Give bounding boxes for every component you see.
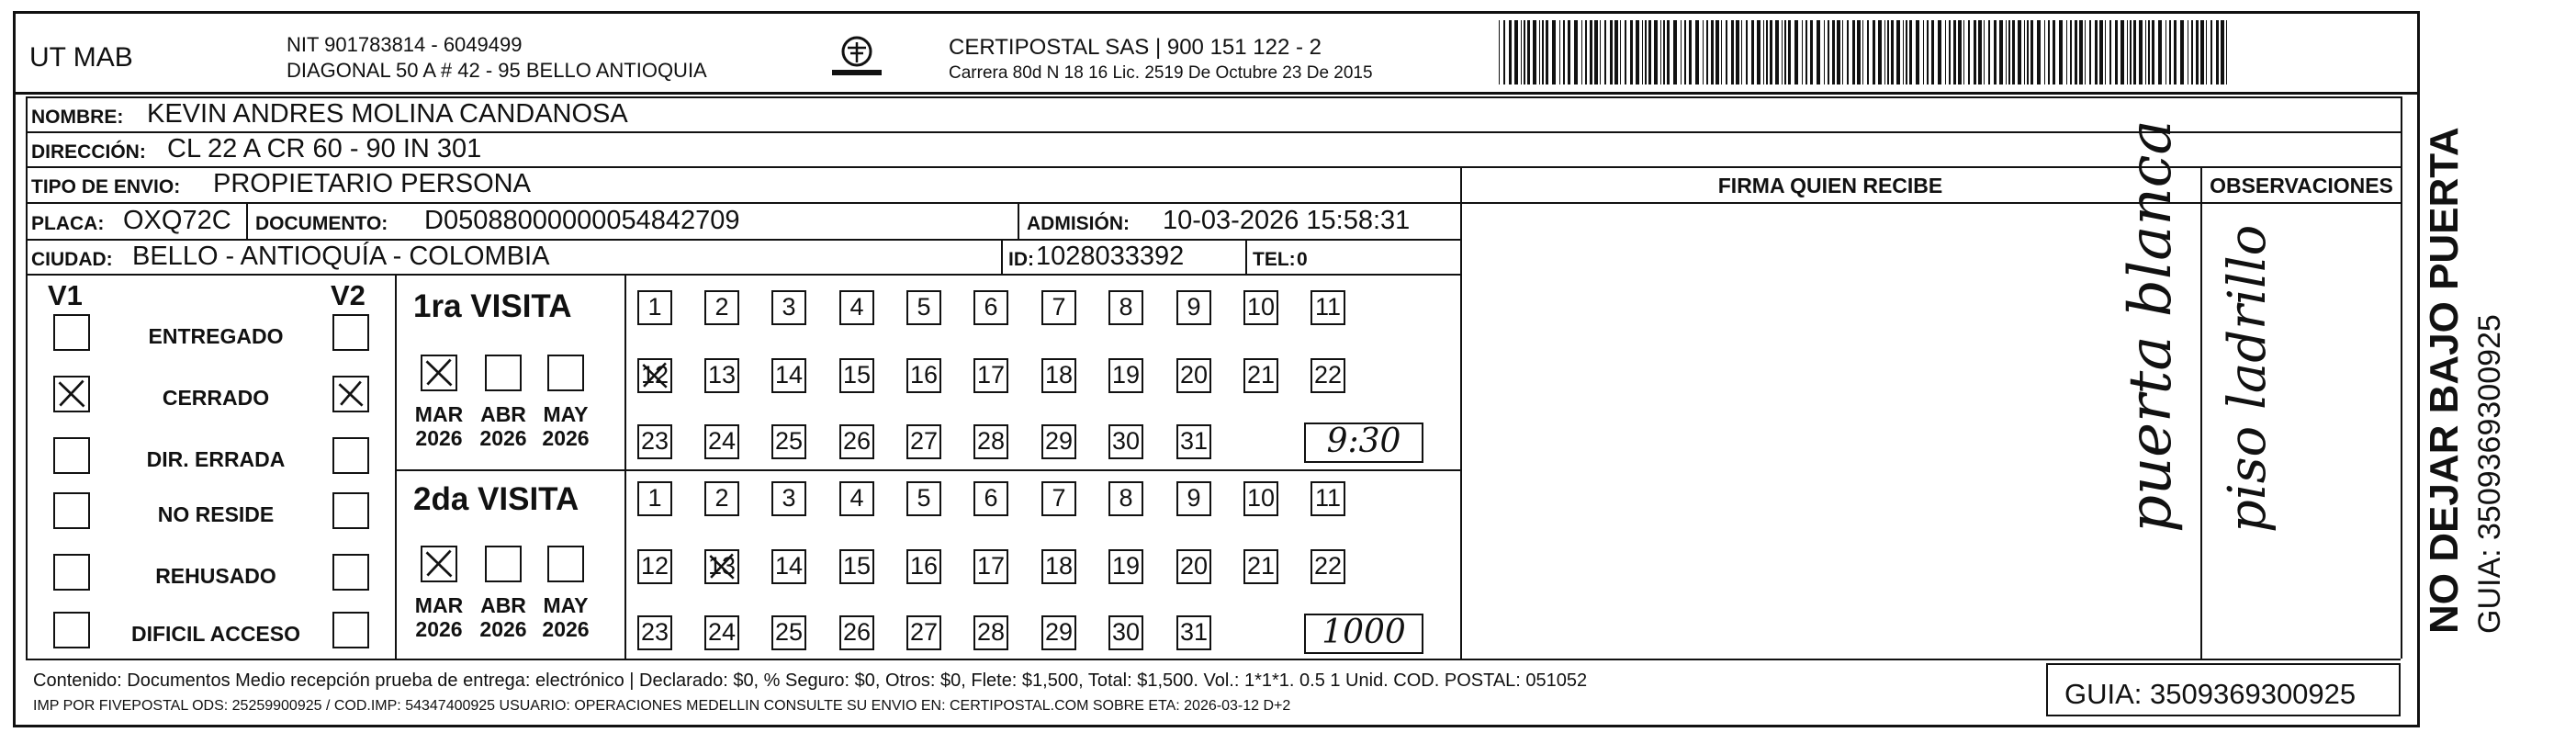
visit-1-day-12[interactable]: 12 (637, 358, 672, 393)
tel-value: 0 (1297, 249, 1308, 270)
visit-1-month-label-2 (540, 402, 591, 451)
visit-1-month-checkbox-0[interactable] (421, 355, 457, 391)
sender-address: DIAGONAL 50 A # 42 - 95 BELLO ANTIOQUIA (287, 59, 707, 82)
v2-checkbox-0[interactable] (332, 314, 369, 351)
visit-1-day-6[interactable]: 6 (973, 290, 1008, 325)
visit-2-day-22[interactable]: 22 (1310, 549, 1345, 584)
visit-2-month-checkbox-2[interactable] (547, 546, 584, 582)
visit-2-day-25[interactable]: 25 (771, 615, 806, 650)
visit-1-month-checkbox-2[interactable] (547, 355, 584, 391)
visit-2-day-10[interactable]: 10 (1243, 481, 1278, 516)
visit-2-day-29[interactable]: 29 (1041, 615, 1076, 650)
v2-checkbox-2[interactable] (332, 437, 369, 474)
observation-line-2: piso ladrillo (2218, 224, 2278, 533)
visit-2-day-15[interactable]: 15 (839, 549, 874, 584)
v2-checkbox-3[interactable] (332, 492, 369, 529)
v2-checkbox-5[interactable] (332, 612, 369, 648)
v1-checkbox-5[interactable] (53, 612, 90, 648)
visit-1-day-24[interactable]: 24 (704, 424, 739, 459)
status-label-3: NO RESIDE (157, 502, 275, 526)
company-name: UT MAB (29, 42, 133, 73)
status-label-2: DIR. ERRADA (146, 447, 286, 471)
visit-2-day-11[interactable]: 11 (1310, 481, 1345, 516)
status-label-0: ENTREGADO (148, 324, 284, 348)
visit-2-day-31[interactable]: 31 (1176, 615, 1211, 650)
admision-label: ADMISIÓN: (1027, 213, 1130, 234)
visit-2-month-label-0 (413, 593, 465, 642)
month-name: MAR (414, 402, 464, 426)
month-year: 2026 (415, 617, 463, 642)
visit-2-day-19[interactable]: 19 (1108, 549, 1143, 584)
visit-2-month-label-2 (540, 593, 591, 642)
v2-checkbox-1[interactable] (332, 376, 369, 412)
visit-1-day-23[interactable]: 23 (637, 424, 672, 459)
visit-2-day-7[interactable]: 7 (1041, 481, 1076, 516)
visit-2-day-18[interactable]: 18 (1041, 549, 1076, 584)
visit-2-day-24[interactable]: 24 (704, 615, 739, 650)
visit-1-month-checkbox-1[interactable] (485, 355, 522, 391)
id-value: 1028033392 (1036, 242, 1185, 271)
status-label-1: CERRADO (162, 386, 270, 410)
recipient-name: KEVIN ANDRES MOLINA CANDANOSA (147, 99, 628, 129)
v1-checkbox-0[interactable] (53, 314, 90, 351)
visit-2-day-21[interactable]: 21 (1243, 549, 1278, 584)
visit-1-day-13[interactable]: 13 (704, 358, 739, 393)
visit-1-day-17[interactable]: 17 (973, 358, 1008, 393)
ciudad-label: CIUDAD: (31, 249, 113, 270)
visit-1-day-14[interactable]: 14 (771, 358, 806, 393)
signature-area[interactable] (1464, 206, 2199, 656)
month-year: 2026 (479, 617, 527, 642)
month-year: 2026 (415, 426, 463, 451)
certipostal-logo (827, 33, 887, 85)
footer-guia: GUIA: 3509369300925 (2064, 678, 2357, 710)
v2-header: V2 (331, 279, 366, 311)
visit-1-day-15[interactable]: 15 (839, 358, 874, 393)
contenido-text: Contenido: Documentos Medio recepción prueba de entrega: electrónico | Declarado: $0, % Seguro: $0, Otros: $0, Flete: $1,500, Total: $1,500. Vol.: 1*1*1. 0.5 1 Unid. COD. POSTAL: 051052 (33, 670, 1588, 691)
month-year: 2026 (542, 617, 590, 642)
visit-1-day-31[interactable]: 31 (1176, 424, 1211, 459)
visit-1-day-30[interactable]: 30 (1108, 424, 1143, 459)
v1-checkbox-1[interactable] (53, 376, 90, 412)
carrier-license: Carrera 80d N 18 16 Lic. 2519 De Octubre 23 De 2015 (949, 63, 1373, 83)
visit-2-day-6[interactable]: 6 (973, 481, 1008, 516)
imp-text: IMP POR FIVEPOSTAL ODS: 25259900925 / COD.IMP: 54347400925 USUARIO: OPERACIONES MEDELLIN CONSULTE SU ENVIO EN: CERTIPOSTAL.COM SOBRE ETA: 2026-03-12 D+2 (33, 698, 1291, 714)
visit-1-day-18[interactable]: 18 (1041, 358, 1076, 393)
visit-1-day-28[interactable]: 28 (973, 424, 1008, 459)
visit-2-day-28[interactable]: 28 (973, 615, 1008, 650)
visit-2-day-16[interactable]: 16 (906, 549, 941, 584)
visit-2-day-8[interactable]: 8 (1108, 481, 1143, 516)
visit-2-day-1[interactable]: 1 (637, 481, 672, 516)
visit-1-day-11[interactable]: 11 (1310, 290, 1345, 325)
nit-text: NIT 901783814 - 6049499 (287, 33, 523, 56)
visit-2-month-checkbox-1[interactable] (485, 546, 522, 582)
visit-1-day-4[interactable]: 4 (839, 290, 874, 325)
x-mark-icon (706, 551, 737, 582)
visit-2-day-30[interactable]: 30 (1108, 615, 1143, 650)
x-mark-icon (422, 547, 456, 580)
visit-1-day-29[interactable]: 29 (1041, 424, 1076, 459)
x-mark-icon (334, 378, 367, 411)
visit-1-day-25[interactable]: 25 (771, 424, 806, 459)
visit-1-day-20[interactable]: 20 (1176, 358, 1211, 393)
visit-2-title: 2da VISITA (413, 481, 579, 517)
tipo-envio-value: PROPIETARIO PERSONA (213, 169, 531, 198)
visit-1-day-10[interactable]: 10 (1243, 290, 1278, 325)
side-guia: GUIA: 3509369300925 (2472, 314, 2507, 634)
visit-1-day-1[interactable]: 1 (637, 290, 672, 325)
visit-1-day-2[interactable]: 2 (704, 290, 739, 325)
firma-header: FIRMA QUIEN RECIBE (1717, 174, 1943, 197)
nombre-label: NOMBRE: (31, 107, 124, 128)
visit-1-day-21[interactable]: 21 (1243, 358, 1278, 393)
visit-2-day-14[interactable]: 14 (771, 549, 806, 584)
x-mark-icon (639, 360, 670, 391)
visit-2-day-5[interactable]: 5 (906, 481, 941, 516)
status-label-4: REHUSADO (155, 564, 276, 588)
visit-1-month-label-1 (478, 402, 529, 451)
observaciones-header: OBSERVACIONES (2210, 174, 2393, 197)
visit-2-time: 1000 (1322, 614, 1406, 651)
month-name: ABR (480, 402, 526, 426)
visit-1-day-19[interactable]: 19 (1108, 358, 1143, 393)
visit-2-day-20[interactable]: 20 (1176, 549, 1211, 584)
no-dejar-bajo-puerta: NO DEJAR BAJO PUERTA (2422, 127, 2467, 634)
visit-2-month-checkbox-0[interactable] (421, 546, 457, 582)
visit-2-day-13[interactable]: 13 (704, 549, 739, 584)
observation-line-1: puerta blanca (2117, 119, 2185, 533)
month-year: 2026 (479, 426, 527, 451)
visit-1-day-27[interactable]: 27 (906, 424, 941, 459)
month-name: MAY (543, 593, 589, 617)
visit-1-time: 9:30 (1326, 423, 1401, 460)
visit-1-day-8[interactable]: 8 (1108, 290, 1143, 325)
visit-1-day-9[interactable]: 9 (1176, 290, 1211, 325)
visit-2-day-2[interactable]: 2 (704, 481, 739, 516)
visit-2-day-12[interactable]: 12 (637, 549, 672, 584)
placa-value: OXQ72C (123, 206, 231, 235)
documento-value: D05088000000054842709 (424, 206, 740, 235)
carrier-name: CERTIPOSTAL SAS | 900 151 122 - 2 (949, 35, 1322, 60)
x-mark-icon (422, 356, 456, 389)
visit-1-month-label-0 (413, 402, 465, 451)
tipo-envio-label: TIPO DE ENVIO: (31, 176, 181, 197)
visit-1-day-26[interactable]: 26 (839, 424, 874, 459)
tel-label: TEL: (1253, 249, 1296, 270)
id-label: ID: (1008, 249, 1034, 270)
visit-1-title: 1ra VISITA (413, 288, 572, 324)
month-name: MAY (543, 402, 589, 426)
month-name: ABR (480, 593, 526, 617)
visit-2-day-17[interactable]: 17 (973, 549, 1008, 584)
visit-1-day-16[interactable]: 16 (906, 358, 941, 393)
month-year: 2026 (542, 426, 590, 451)
visit-1-day-5[interactable]: 5 (906, 290, 941, 325)
v1-header: V1 (48, 279, 83, 311)
visit-2-day-26[interactable]: 26 (839, 615, 874, 650)
status-label-5: DIFICIL ACCESO (130, 622, 300, 646)
barcode (1497, 20, 2232, 85)
month-name: MAR (414, 593, 464, 617)
visit-1-day-7[interactable]: 7 (1041, 290, 1076, 325)
visit-2-month-label-1 (478, 593, 529, 642)
v2-checkbox-4[interactable] (332, 554, 369, 591)
recipient-address: CL 22 A CR 60 - 90 IN 301 (167, 134, 482, 163)
ciudad-value: BELLO - ANTIOQUÍA - COLOMBIA (132, 242, 550, 271)
visit-1-day-22[interactable]: 22 (1310, 358, 1345, 393)
visit-2-day-9[interactable]: 9 (1176, 481, 1211, 516)
admision-value: 10-03-2026 15:58:31 (1163, 206, 1411, 235)
v1-checkbox-3[interactable] (53, 492, 90, 529)
visit-2-day-4[interactable]: 4 (839, 481, 874, 516)
visit-1-day-3[interactable]: 3 (771, 290, 806, 325)
visit-2-day-3[interactable]: 3 (771, 481, 806, 516)
x-mark-icon (55, 378, 88, 411)
documento-label: DOCUMENTO: (255, 213, 388, 234)
v1-checkbox-4[interactable] (53, 554, 90, 591)
visit-2-day-27[interactable]: 27 (906, 615, 941, 650)
visit-2-day-23[interactable]: 23 (637, 615, 672, 650)
direccion-label: DIRECCIÓN: (31, 141, 146, 163)
v1-checkbox-2[interactable] (53, 437, 90, 474)
placa-label: PLACA: (31, 213, 105, 234)
